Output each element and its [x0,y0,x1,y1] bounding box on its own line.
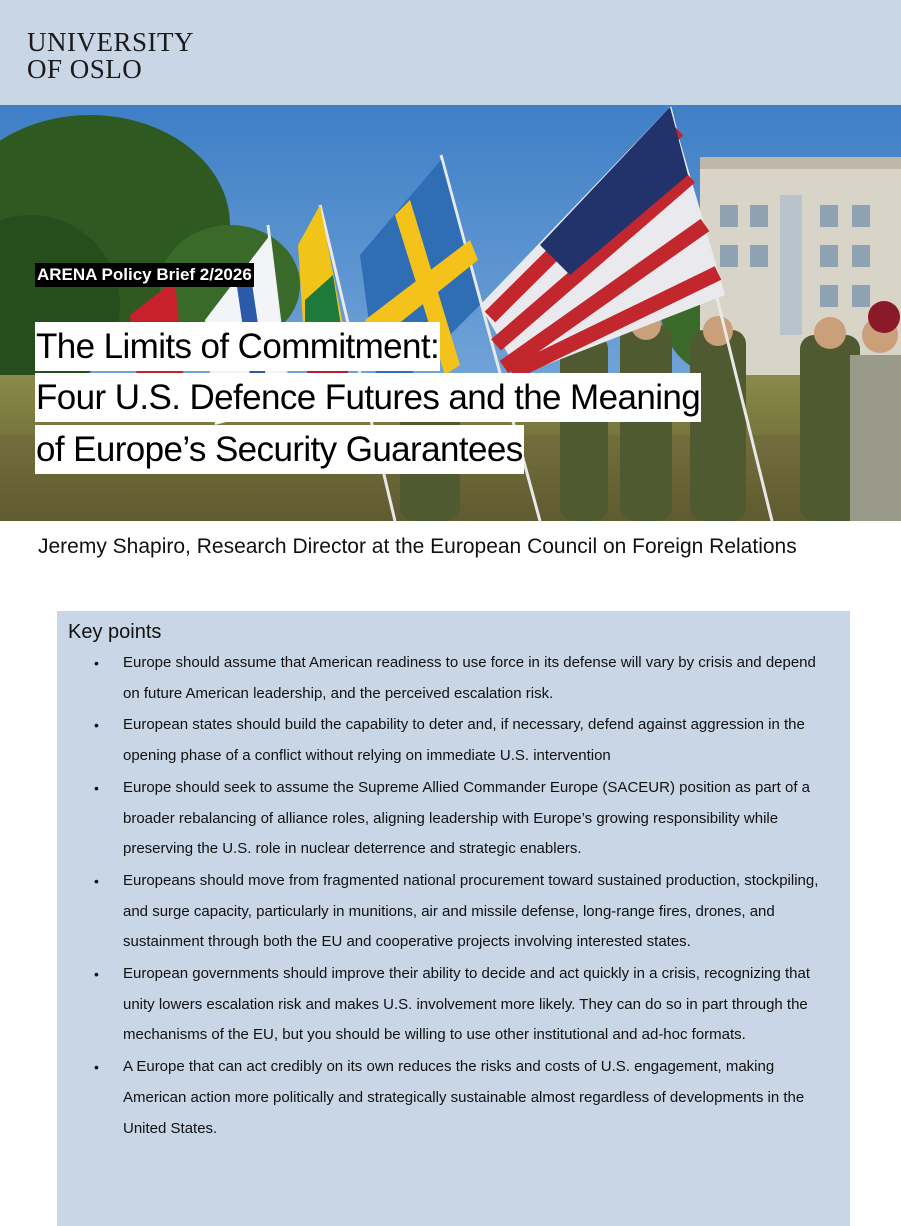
bullet-icon: • [94,655,99,671]
bullet-icon: • [94,779,99,796]
key-point-text: A Europe that can act credibly on its own reduces the risks and costs of U.S. engagement, making American action more politically and strategically sustainable almost regardless of developments in the United States. [123,1058,805,1137]
university-logo [27,29,194,83]
title-line-2: Four U.S. Defence Futures and the Meaning [35,373,701,422]
list-item [57,866,850,958]
bullet-icon: • [94,717,99,734]
key-point-text: Europe should assume that American readiness to use force in its defense will vary by crisis and depend on future American leadership, and the perceived escalation risk. [123,654,816,702]
bullet-icon: • [94,1059,99,1076]
key-points-box [57,611,850,1226]
list-item [57,710,850,771]
bullet-icon: • [94,872,99,889]
logo-line-1: UNIVERSITY [27,27,194,57]
key-points-heading: Key points [68,621,162,643]
title-line-3: of Europe’s Security Guarantees [35,425,524,474]
list-item [57,959,850,1051]
logo-line-2: OF OSLO [27,54,143,84]
series-label: ARENA Policy Brief 2/2026 [35,263,254,287]
key-points-list [57,648,850,1145]
key-point-text: Europe should seek to assume the Supreme Allied Commander Europe (SACEUR) position as part of a broader rebalancing of alliance roles, aligning leadership with Europe’s growing responsibility while preserving the U.S. role in nuclear deterrence and strategic enablers. [123,778,811,858]
author-line: Jeremy Shapiro, Research Director at the European Council on Foreign Relations [38,535,797,558]
list-item [57,773,850,865]
header-band [0,0,901,105]
list-item [57,648,850,709]
key-point-text: European states should build the capability to deter and, if necessary, defend against aggression in the opening phase of a conflict without relying on immediate U.S. intervention [123,716,805,765]
list-item [57,1052,850,1144]
key-point-text: Europeans should move from fragmented national procurement toward sustained production, stockpiling, and surge capacity, particularly in munitions, air and missile defense, long-range fires, drones, and sustainment through both the EU and cooperative projects involving interested states. [123,871,819,951]
title-line-1: The Limits of Commitment: [35,322,440,371]
bullet-icon: • [94,966,99,983]
key-point-text: European governments should improve their ability to decide and act quickly in a crisis, recognizing that unity lowers escalation risk and makes U.S. involvement more likely. They can do so in part through the mechanisms of the EU, but you should be willing to use other institutional and ad-hoc formats. [123,965,811,1044]
